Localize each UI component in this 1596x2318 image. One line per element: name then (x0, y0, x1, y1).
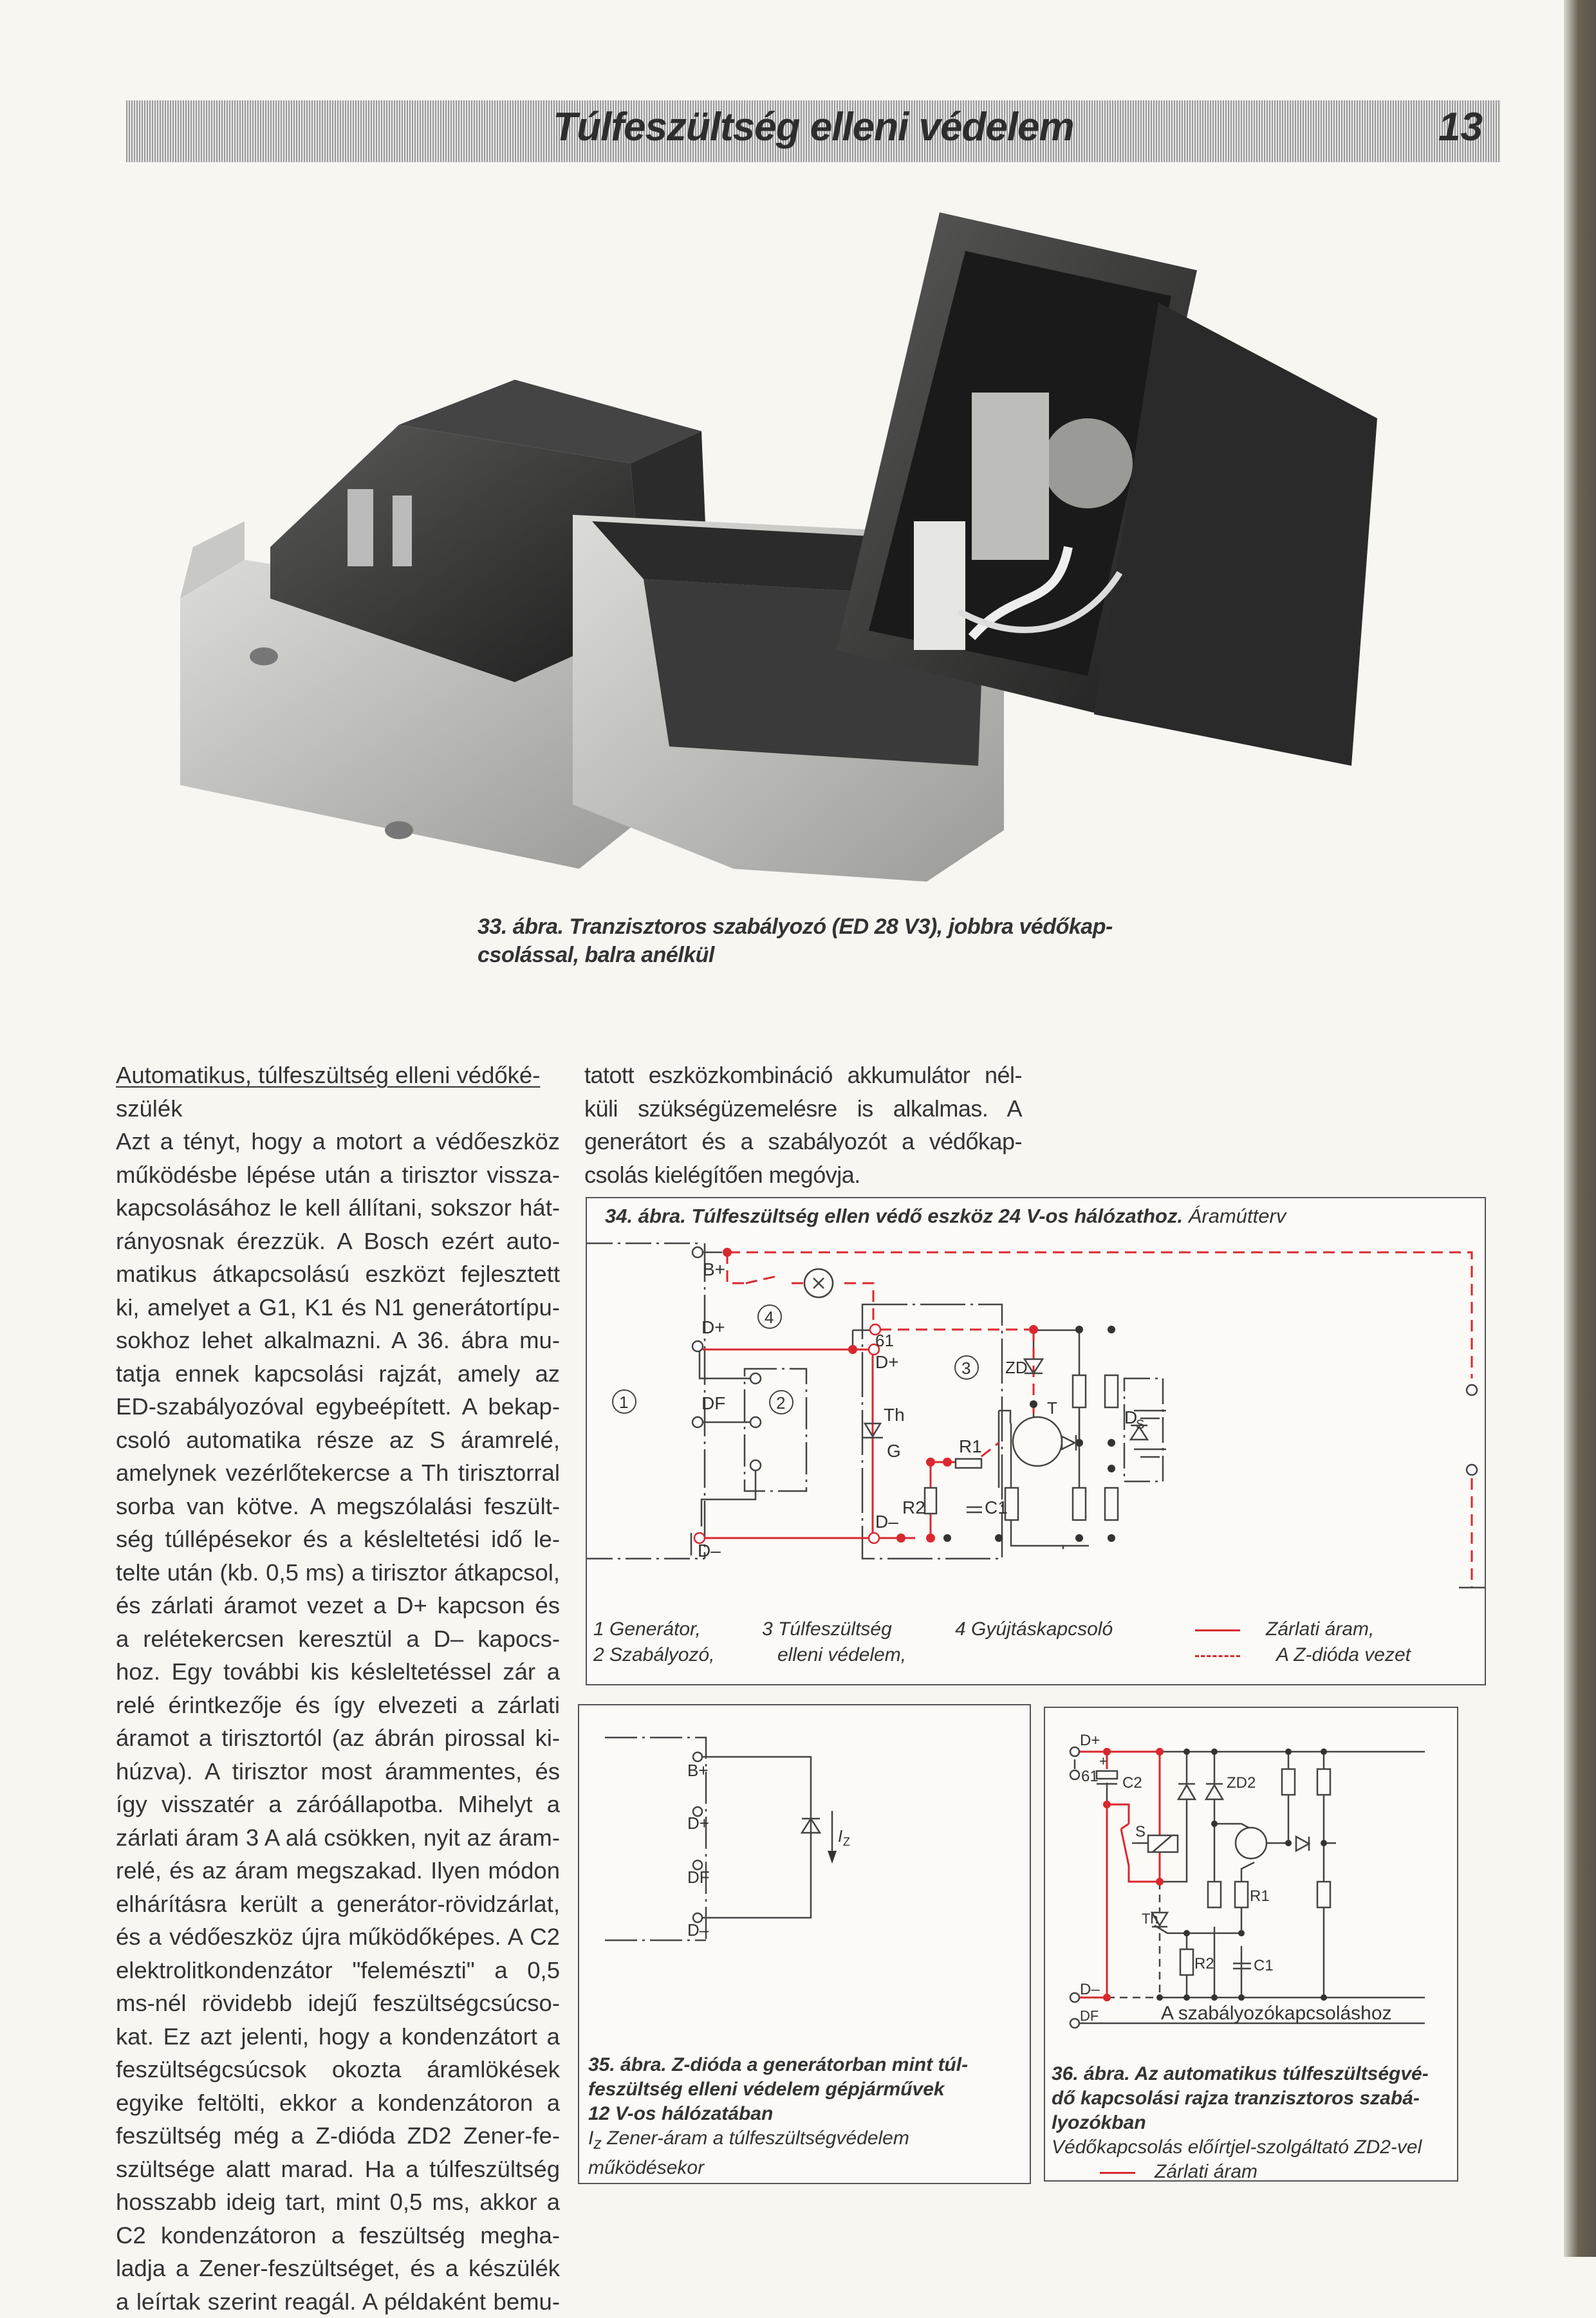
figure-36 (1044, 1707, 1458, 2182)
legend-item: 2 Szabályozó, (593, 1642, 714, 1668)
label-b-plus: B+ (687, 1761, 709, 1780)
label-iz: I (838, 1826, 842, 1846)
legend-item: 3 Túlfeszültség (762, 1617, 906, 1642)
caption-line: lyozókban (1052, 2111, 1454, 2135)
text-line: a relétekercsen keresztül a D– kapocs- (116, 1622, 560, 1656)
figure-36-caption (1052, 2062, 1454, 2184)
label-df: DF (687, 1868, 710, 1887)
text-line: ki, amelyet a G1, K1 és N1 generátortípu- (116, 1291, 560, 1324)
text-line: elhárításra került a generátor-rövidzárlat, (116, 1887, 560, 1921)
text-line: tatott eszközkombináció akkumulátor nél- (584, 1059, 1022, 1092)
text-line: csolás kielégítően megóvja. (584, 1158, 1022, 1192)
callout-4: 4 (765, 1308, 774, 1327)
label-g: G (887, 1441, 901, 1461)
text-line: kapcsolásához le kell állítani, sokszor hát- (116, 1191, 560, 1225)
text-line: a leírtak szerint reagál. A példaként bemu- (116, 2285, 560, 2318)
text-line: Azt a tényt, hogy a motort a védőeszköz (116, 1125, 560, 1158)
section-heading (116, 1059, 560, 1125)
label-zd: ZD (1005, 1358, 1028, 1377)
legend-item: elleni védelem, (762, 1642, 906, 1668)
text-line: küli szükségüzemelésre is alkalmas. A (584, 1092, 1022, 1126)
label-r2: R2 (1194, 1955, 1214, 1972)
text-line: C2 kondenzátoron a feszültség megha- (116, 2219, 560, 2252)
text-line: zárlati áram 3 A alá csökken, nyit az áram- (116, 1821, 560, 1855)
label-r1: R1 (1250, 1887, 1270, 1905)
left-column (116, 1059, 560, 2318)
caption-line: 33. ábra. Tranzisztoros szabályozó (ED 28 V3), jobbra védőkap- (478, 913, 1237, 941)
label-df: DF (1080, 2008, 1099, 2024)
book-spine-shadow (1564, 0, 1596, 2257)
text-line: relé érintkezője és így elvezeti a zárlati (116, 1689, 560, 1722)
label-df: DF (701, 1393, 725, 1413)
label-d-minus: D– (687, 1920, 709, 1940)
text-line: feszültség még a Z-dióda ZD2 Zener-fe- (116, 2119, 560, 2153)
text-line: ED-szabályozóval egybeépített. A bekap- (116, 1390, 560, 1423)
label-zd2: ZD2 (1227, 1774, 1256, 1792)
text-line: hoz. Egy további kis késleltetéssel zár a (116, 1655, 560, 1689)
right-regulator-unit (573, 212, 1377, 882)
text-line: telte után (kb. 0,5 ms) a tirisztor átkapcsol, (116, 1556, 560, 1590)
callout-2: 2 (776, 1393, 785, 1413)
text-line: csoló automatika része az S áramrelé, (116, 1423, 560, 1457)
caption-line: Védőkapcsolás előírtjel-szolgáltató ZD2-vel (1052, 2135, 1454, 2160)
legend-item: 1 Generátor, (593, 1617, 714, 1642)
legend-generator-regulator (593, 1617, 714, 1668)
figure-36-circuit (1045, 1708, 1457, 2059)
text-line: rányosnak érezzük. A Bosch ezért auto- (116, 1225, 560, 1258)
label-th: Th (1142, 1911, 1158, 1927)
label-s: S (1135, 1823, 1146, 1840)
legend-item: 4 Gyújtáskapcsoló (955, 1617, 1113, 1642)
caption-line: feszültség elleni védelem gépjárművek (588, 2077, 1019, 2102)
text-line: húzva). A tirisztor most árammentes, és (116, 1755, 560, 1788)
body-text (584, 1059, 1022, 1191)
right-column-text (584, 1059, 1022, 1191)
figure-34-circuit (587, 1230, 1485, 1642)
text-line: kat. Ez azt jelenti, hogy a kondenzátort a (116, 2020, 560, 2054)
label-d-minus: D– (698, 1541, 721, 1561)
body-text (116, 1125, 560, 2318)
text-line: egyike feltölti, ekkor a kondenzátoron a (116, 2086, 560, 2120)
text-line: elektrolitkondenzátor "felemészti" a 0,5 (116, 1954, 560, 1987)
caption-line: 12 V-os hálózatában (588, 2102, 1019, 2126)
label-iz-sub: Z (843, 1835, 850, 1848)
caption-line: dő kapcsolási rajza tranzisztoros szabá- (1052, 2086, 1454, 2111)
label-c1: C1 (1254, 1957, 1274, 1974)
label-61: 61 (1081, 1768, 1099, 1785)
label-c2: C2 (1122, 1774, 1142, 1792)
text-line: ms-nél rövidebb idejű feszültségcsúcso- (116, 1987, 560, 2020)
label-d-plus: D+ (687, 1813, 709, 1833)
figure-35 (578, 1704, 1031, 2184)
label-r2: R2 (902, 1497, 925, 1517)
text-line: működésbe lépése után a tirisztor vissza- (116, 1158, 560, 1192)
solid-red-line-sample (1195, 1629, 1240, 1631)
heading-line: Automatikus, túlfeszültség elleni védőké- (116, 1059, 560, 1092)
text-line: így visszatér a záróállapotba. Mihelyt a (116, 1788, 560, 1821)
figure-34 (586, 1197, 1486, 1685)
label-regulator-connection: A szabályozókapcsoláshoz (1161, 2003, 1392, 2024)
legend-current-types (1195, 1617, 1411, 1668)
caption-line: csolással, balra anélkül (478, 941, 1237, 969)
label-plus: + (1099, 1753, 1108, 1769)
text-line: matikus átkapcsolású eszközt fejlesztett (116, 1257, 560, 1291)
callout-3: 3 (961, 1358, 970, 1378)
zener-current-subscript: z (593, 2135, 602, 2153)
caption-line: 36. ábra. Az automatikus túlfeszültségvé- (1052, 2062, 1454, 2086)
label-d-plus: D+ (1080, 1732, 1100, 1749)
label-d-minus: D– (1080, 1981, 1100, 1998)
page-number: 13 (1438, 104, 1483, 150)
legend-item: Zárlati áram, (1266, 1618, 1374, 1640)
callout-1: 1 (619, 1393, 628, 1412)
dashed-red-line-sample (1195, 1655, 1240, 1657)
caption-line: működésekor (588, 2156, 1019, 2180)
label-th: Th (884, 1405, 905, 1425)
page-header (126, 100, 1501, 162)
legend-protection (762, 1617, 906, 1668)
figure-33-caption (478, 913, 1237, 969)
figure-34-title-bold: 34. ábra. Túlfeszültség ellen védő eszköz 24 V-os hálózathoz. (605, 1205, 1183, 1227)
chapter-title: Túlfeszültség elleni védelem (126, 104, 1501, 150)
label-r1: R1 (959, 1436, 982, 1456)
label-ds: D (1124, 1407, 1137, 1427)
figure-34-title-regular: Áramútterv (1189, 1205, 1286, 1227)
label-d-minus-3: D– (875, 1512, 898, 1532)
text-line: sokhoz lehet alkalmazni. A 36. ábra mu- (116, 1324, 560, 1357)
figure-34-title (605, 1205, 1286, 1228)
text-line: feszültségcsúcsok okozta áramlökések (116, 2053, 560, 2086)
label-ds-sub: S (1136, 1418, 1144, 1432)
text-line: generátort és a szabályozót a védőkap- (584, 1125, 1022, 1158)
text-line: és a védőeszköz újra működőképes. A C2 (116, 1920, 560, 1954)
legend-ignition (955, 1617, 1113, 1642)
text-line: ség túllépésekor és a késleltetési idő le- (116, 1523, 560, 1556)
label-c1: C1 (985, 1497, 1008, 1517)
text-line: tatja ennek kapcsolási rajzát, amely az (116, 1357, 560, 1391)
legend-item: Zárlati áram (1155, 2161, 1257, 2182)
text-line: és zárlati áramot vezet a D+ kapcson és (116, 1589, 560, 1622)
text-line: hosszabb ideig tart, mint 0,5 ms, akkor a (116, 2185, 560, 2219)
label-61: 61 (875, 1331, 894, 1350)
text-line: szültsége alatt marad. Ha a túlfeszültség (116, 2153, 560, 2186)
caption-line: Zener-áram a túlfeszültségvédelem (602, 2128, 909, 2149)
text-line: áramot a tirisztortól (az ábrán pirossal ki- (116, 1721, 560, 1755)
label-t: T (1047, 1398, 1057, 1418)
regulator-photo (154, 187, 1493, 914)
label-b-plus: B+ (703, 1259, 725, 1279)
text-line: sorba van kötve. A megszólalási feszült- (116, 1490, 560, 1523)
label-d-plus: D+ (701, 1317, 725, 1337)
zener-current-symbol: I (588, 2128, 593, 2149)
legend-item: A Z-dióda vezet (1276, 1644, 1411, 1665)
text-line: ladja a Zener-feszültséget, és a készülék (116, 2252, 560, 2285)
figure-35-caption (588, 2053, 1019, 2180)
figure-35-circuit (579, 1705, 1030, 2053)
label-d-plus-3: D+ (875, 1352, 899, 1372)
text-line: relé, és az áram megszakad. Ilyen módon (116, 1854, 560, 1887)
heading-line: szülék (116, 1092, 182, 1126)
solid-red-line-sample (1100, 2172, 1135, 2174)
text-line: amelynek vezérlőtekercse a Th tirisztorral (116, 1456, 560, 1490)
caption-line: 35. ábra. Z-dióda a generátorban mint túl- (588, 2053, 1019, 2077)
